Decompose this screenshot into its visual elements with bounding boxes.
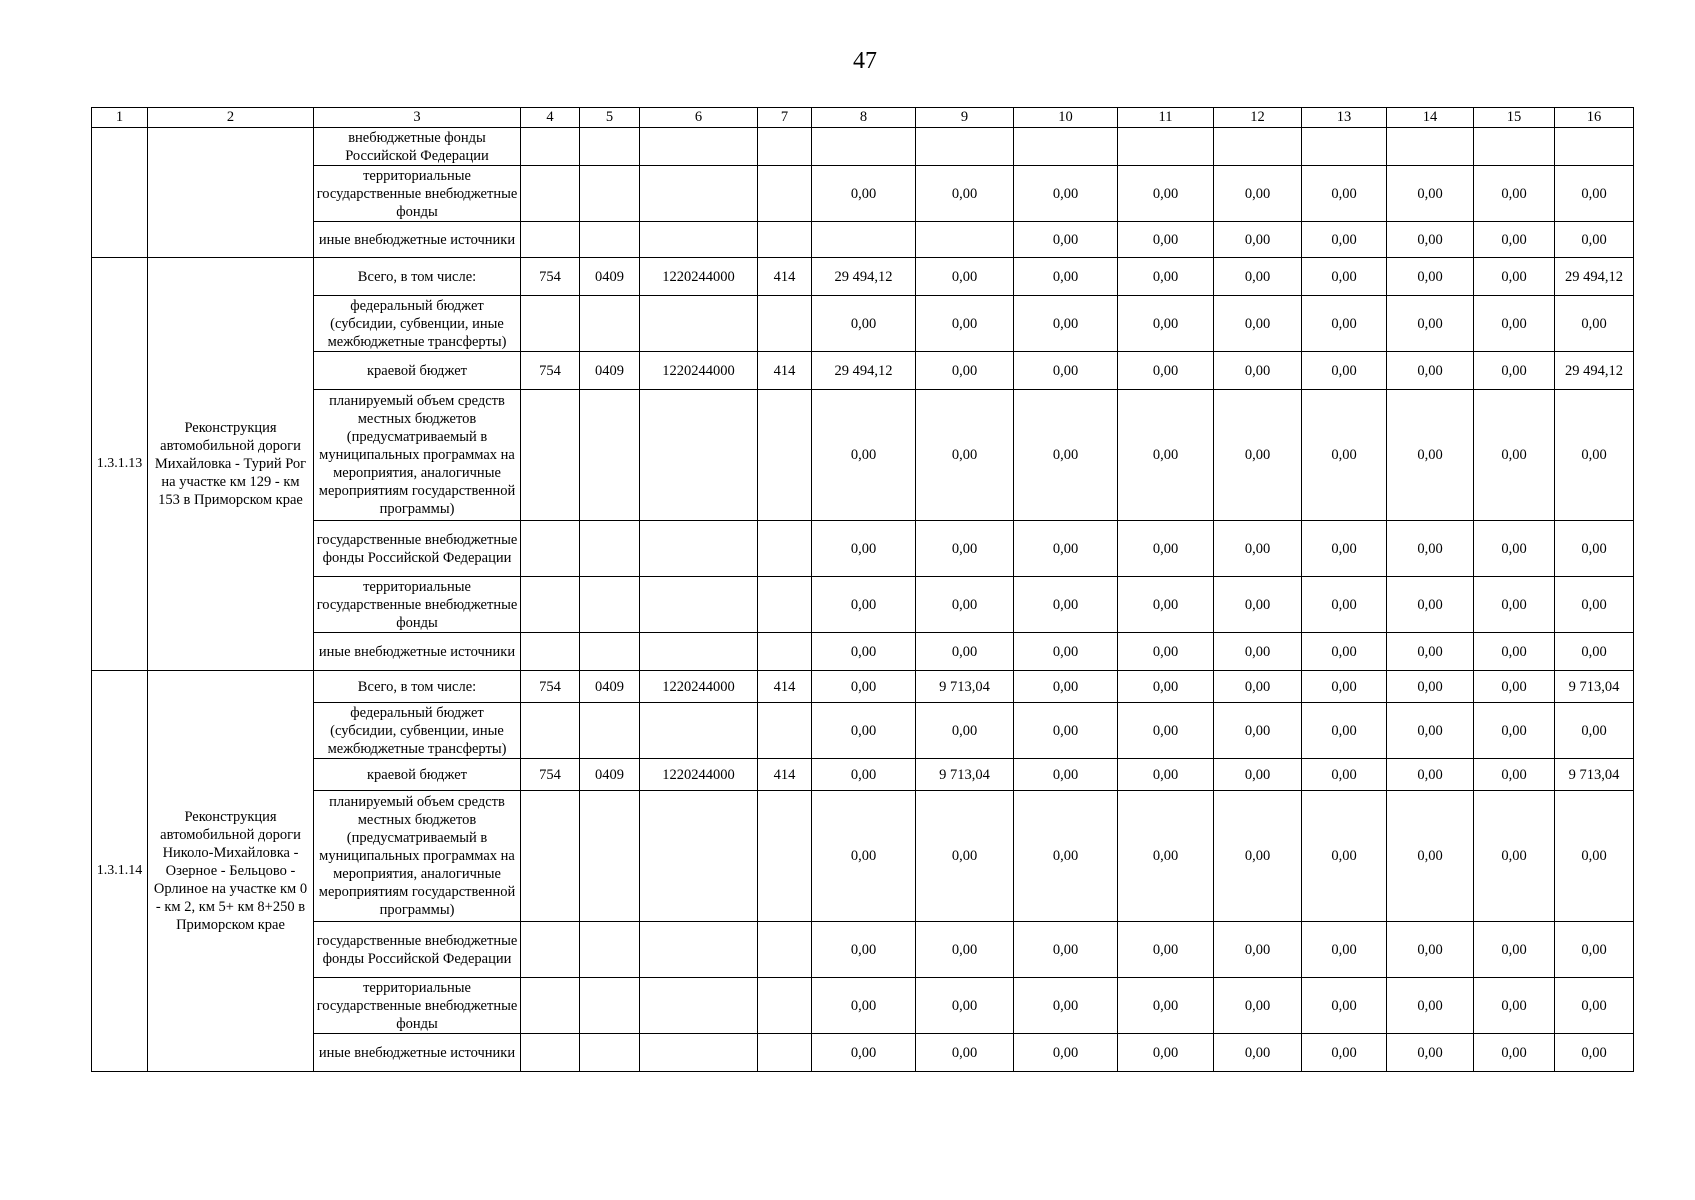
table-cell: 0,00 <box>1014 922 1118 978</box>
table-row <box>92 671 1634 703</box>
table-cell: 414 <box>758 258 812 296</box>
table-cell: 0,00 <box>1214 791 1302 922</box>
table-cell: 0,00 <box>1302 258 1387 296</box>
table-cell: 0,00 <box>1214 703 1302 759</box>
table-cell: 0,00 <box>1555 577 1634 633</box>
table-cell: 0,00 <box>1214 978 1302 1034</box>
table-cell: 9 713,04 <box>1555 671 1634 703</box>
table-cell: 414 <box>758 352 812 390</box>
table-cell <box>1302 128 1387 166</box>
table-cell <box>521 577 580 633</box>
table-cell <box>580 791 640 922</box>
table-cell: 0,00 <box>1555 922 1634 978</box>
table-cell: 0,00 <box>916 390 1014 521</box>
table-cell: 0,00 <box>1014 978 1118 1034</box>
funding-source: иные внебюджетные источники <box>314 1034 521 1072</box>
table-cell: 0,00 <box>916 166 1014 222</box>
table-cell: 0,00 <box>1302 922 1387 978</box>
table-cell: 0409 <box>580 671 640 703</box>
table-cell: 414 <box>758 759 812 791</box>
table-cell: 0,00 <box>1555 703 1634 759</box>
table-cell <box>640 978 758 1034</box>
table-cell <box>640 296 758 352</box>
table-cell: 0,00 <box>1555 1034 1634 1072</box>
table-cell <box>580 166 640 222</box>
table-cell <box>758 978 812 1034</box>
table-cell: 0,00 <box>1214 258 1302 296</box>
table-cell: 0,00 <box>1118 258 1214 296</box>
column-header: 15 <box>1474 108 1555 128</box>
funding-source: федеральный бюджет (субсидии, субвенции, иные межбюджетные трансферты) <box>314 296 521 352</box>
table-cell: 0,00 <box>1387 390 1474 521</box>
table-row <box>92 791 1634 922</box>
table-cell <box>758 633 812 671</box>
table-cell: 0,00 <box>1474 922 1555 978</box>
table-cell: 0,00 <box>1474 390 1555 521</box>
table-row <box>92 1034 1634 1072</box>
table-cell: 0,00 <box>1014 577 1118 633</box>
table-cell <box>580 390 640 521</box>
table-cell: 0,00 <box>1302 1034 1387 1072</box>
table-cell: 0,00 <box>1014 1034 1118 1072</box>
table-cell: 0,00 <box>1214 577 1302 633</box>
table-cell <box>521 703 580 759</box>
table-cell: 0,00 <box>1214 222 1302 258</box>
table-cell: 0,00 <box>1118 791 1214 922</box>
table-cell <box>1474 128 1555 166</box>
table-cell: 0,00 <box>1302 577 1387 633</box>
column-header: 13 <box>1302 108 1387 128</box>
table-cell <box>812 128 916 166</box>
table-cell: 0,00 <box>1302 390 1387 521</box>
table-cell: 0,00 <box>1474 222 1555 258</box>
table-cell: 0,00 <box>1387 1034 1474 1072</box>
table-cell: 0,00 <box>1118 166 1214 222</box>
table-cell: 0,00 <box>1387 166 1474 222</box>
table-cell: 0,00 <box>1214 521 1302 577</box>
table-cell: 0,00 <box>916 978 1014 1034</box>
funding-source: территориальные государственные внебюджетные фонды <box>314 166 521 222</box>
table-cell: 0,00 <box>1387 922 1474 978</box>
table-cell: 754 <box>521 759 580 791</box>
table-cell: 0,00 <box>1302 352 1387 390</box>
table-cell: 0,00 <box>1302 296 1387 352</box>
funding-source: иные внебюджетные источники <box>314 222 521 258</box>
table-row <box>92 633 1634 671</box>
table-cell: 0,00 <box>1302 791 1387 922</box>
table-cell: 0,00 <box>812 633 916 671</box>
table-cell: 0,00 <box>1118 671 1214 703</box>
table-cell: 0,00 <box>812 978 916 1034</box>
table-cell: 0,00 <box>1214 671 1302 703</box>
table-cell: 29 494,12 <box>812 258 916 296</box>
table-cell: 0,00 <box>1118 521 1214 577</box>
table-cell: 0,00 <box>1474 633 1555 671</box>
column-number-row <box>92 108 1634 128</box>
table-cell: 0,00 <box>1214 390 1302 521</box>
table-cell <box>580 978 640 1034</box>
table-cell: 0,00 <box>1014 258 1118 296</box>
table-cell <box>758 222 812 258</box>
table-cell: 0,00 <box>1555 521 1634 577</box>
table-row <box>92 978 1634 1034</box>
column-header: 7 <box>758 108 812 128</box>
table-cell: 0,00 <box>812 759 916 791</box>
table-cell <box>640 922 758 978</box>
table-cell: 0,00 <box>812 296 916 352</box>
table-cell <box>758 521 812 577</box>
table-cell <box>640 1034 758 1072</box>
table-cell: 0,00 <box>1302 671 1387 703</box>
column-header: 6 <box>640 108 758 128</box>
table-cell: 754 <box>521 671 580 703</box>
table-cell: 0,00 <box>1014 759 1118 791</box>
table-cell: 0,00 <box>812 671 916 703</box>
column-header: 8 <box>812 108 916 128</box>
table-row <box>92 390 1634 521</box>
table-row <box>92 166 1634 222</box>
table-cell: 0,00 <box>1118 759 1214 791</box>
table-cell <box>521 922 580 978</box>
table-cell: 0,00 <box>1474 577 1555 633</box>
table-cell: 0,00 <box>812 1034 916 1072</box>
table-cell: 0,00 <box>1118 978 1214 1034</box>
table-cell: 9 713,04 <box>916 671 1014 703</box>
table-cell <box>580 222 640 258</box>
table-cell: 0,00 <box>916 633 1014 671</box>
table-cell: 0,00 <box>1555 633 1634 671</box>
table-cell <box>1387 128 1474 166</box>
table-row <box>92 296 1634 352</box>
table-cell <box>758 1034 812 1072</box>
funding-source: планируемый объем средств местных бюджетов (предусматриваемый в муниципальных программах на мероприятия, аналогичные мероприятиям государственной программы) <box>314 791 521 922</box>
funding-source: государственные внебюджетные фонды Российской Федерации <box>314 922 521 978</box>
table-cell: 29 494,12 <box>812 352 916 390</box>
table-cell: 0,00 <box>916 791 1014 922</box>
table-cell <box>812 222 916 258</box>
activity-name: Реконструкция автомобильной дороги Николо-Михайловка - Озерное - Бельцово - Орлиное на участке км 0 - км 2, км 5+ км 8+250 в Приморском крае <box>148 671 314 1072</box>
table-cell: 0,00 <box>1474 166 1555 222</box>
funding-source: внебюджетные фонды Российской Федерации <box>314 128 521 166</box>
table-cell: 0,00 <box>1014 352 1118 390</box>
table-cell <box>580 296 640 352</box>
funding-source: Всего, в том числе: <box>314 258 521 296</box>
table-cell: 0,00 <box>1555 390 1634 521</box>
table-cell <box>640 577 758 633</box>
table-cell: 754 <box>521 352 580 390</box>
table-row <box>92 922 1634 978</box>
table-cell: 0,00 <box>812 166 916 222</box>
table-cell: 0,00 <box>1474 671 1555 703</box>
table-cell: 29 494,12 <box>1555 258 1634 296</box>
table-cell: 0,00 <box>1214 922 1302 978</box>
table-cell <box>758 703 812 759</box>
column-header: 14 <box>1387 108 1474 128</box>
column-header: 5 <box>580 108 640 128</box>
table-cell: 0,00 <box>916 521 1014 577</box>
table-cell <box>758 390 812 521</box>
table-cell <box>521 390 580 521</box>
table-cell: 0,00 <box>1302 633 1387 671</box>
table-cell: 0,00 <box>1214 296 1302 352</box>
table-row <box>92 577 1634 633</box>
table-cell: 0,00 <box>1474 791 1555 922</box>
table-cell <box>521 978 580 1034</box>
table-cell: 0,00 <box>1118 633 1214 671</box>
table-cell: 0,00 <box>1302 166 1387 222</box>
table-cell <box>580 521 640 577</box>
table-cell: 0,00 <box>1387 671 1474 703</box>
table-cell <box>758 791 812 922</box>
table-row <box>92 258 1634 296</box>
table-cell: 0,00 <box>1014 791 1118 922</box>
table-cell <box>521 633 580 671</box>
table-cell <box>758 577 812 633</box>
table-cell: 0,00 <box>1014 671 1118 703</box>
table-cell: 29 494,12 <box>1555 352 1634 390</box>
table-cell: 0,00 <box>1387 296 1474 352</box>
table-cell <box>521 128 580 166</box>
table-cell: 0,00 <box>1014 703 1118 759</box>
table-cell: 0,00 <box>1387 521 1474 577</box>
funding-source: иные внебюджетные источники <box>314 633 521 671</box>
table-cell: 0,00 <box>1214 352 1302 390</box>
funding-source: Всего, в том числе: <box>314 671 521 703</box>
table-cell: 0,00 <box>1555 296 1634 352</box>
table-cell: 0,00 <box>1474 258 1555 296</box>
table-cell: 0,00 <box>916 703 1014 759</box>
table-cell <box>1014 128 1118 166</box>
table-row <box>92 759 1634 791</box>
table-cell: 0409 <box>580 258 640 296</box>
table-cell: 0,00 <box>1474 521 1555 577</box>
table-cell: 0,00 <box>916 577 1014 633</box>
table-cell <box>580 633 640 671</box>
table-cell: 0,00 <box>1474 703 1555 759</box>
table-cell: 0,00 <box>1555 166 1634 222</box>
table-cell <box>640 791 758 922</box>
table-cell: 0,00 <box>1302 703 1387 759</box>
table-cell: 0409 <box>580 759 640 791</box>
table-cell: 9 713,04 <box>916 759 1014 791</box>
table-cell: 0,00 <box>812 703 916 759</box>
table-cell: 0,00 <box>1302 222 1387 258</box>
funding-source: территориальные государственные внебюджетные фонды <box>314 577 521 633</box>
table-cell <box>916 222 1014 258</box>
table-cell: 0,00 <box>1387 222 1474 258</box>
table-cell <box>758 128 812 166</box>
table-cell: 0,00 <box>1118 390 1214 521</box>
table-cell <box>580 577 640 633</box>
column-header: 16 <box>1555 108 1634 128</box>
table-cell: 754 <box>521 258 580 296</box>
activity-name <box>148 128 314 258</box>
table-cell <box>521 1034 580 1072</box>
table-cell: 0,00 <box>812 521 916 577</box>
table-cell <box>758 922 812 978</box>
table-cell: 0,00 <box>1014 166 1118 222</box>
table-cell: 0,00 <box>1302 759 1387 791</box>
table-cell: 0,00 <box>1118 222 1214 258</box>
table-cell: 0,00 <box>1214 1034 1302 1072</box>
column-header: 3 <box>314 108 521 128</box>
table-cell <box>580 1034 640 1072</box>
table-cell: 0,00 <box>1118 1034 1214 1072</box>
table-row <box>92 222 1634 258</box>
table-cell <box>640 390 758 521</box>
column-header: 12 <box>1214 108 1302 128</box>
table-row <box>92 521 1634 577</box>
table-cell: 0,00 <box>1474 296 1555 352</box>
table-cell: 414 <box>758 671 812 703</box>
table-cell: 1220244000 <box>640 352 758 390</box>
table-cell <box>521 166 580 222</box>
activity-code: 1.3.1.13 <box>92 258 148 671</box>
funding-source: федеральный бюджет (субсидии, субвенции, иные межбюджетные трансферты) <box>314 703 521 759</box>
table-cell: 0,00 <box>1474 759 1555 791</box>
table-cell <box>916 128 1014 166</box>
table-cell <box>640 128 758 166</box>
activity-name: Реконструкция автомобильной дороги Михайловка - Турий Рог на участке км 129 - км 153 в Приморском крае <box>148 258 314 671</box>
table-cell: 9 713,04 <box>1555 759 1634 791</box>
table-cell: 0,00 <box>916 1034 1014 1072</box>
table-cell: 0,00 <box>916 922 1014 978</box>
activity-code: 1.3.1.14 <box>92 671 148 1072</box>
table-cell <box>521 521 580 577</box>
table-cell: 1220244000 <box>640 671 758 703</box>
budget-table <box>91 107 1634 1072</box>
table-cell: 0,00 <box>1474 352 1555 390</box>
table-cell: 0,00 <box>1387 978 1474 1034</box>
table-cell <box>521 791 580 922</box>
funding-source: территориальные государственные внебюджетные фонды <box>314 978 521 1034</box>
table-cell: 0,00 <box>812 922 916 978</box>
table-cell: 0409 <box>580 352 640 390</box>
table-cell: 0,00 <box>1387 577 1474 633</box>
table-cell: 0,00 <box>1014 222 1118 258</box>
table-cell: 0,00 <box>1474 978 1555 1034</box>
table-row <box>92 703 1634 759</box>
table-cell <box>640 703 758 759</box>
table-cell: 0,00 <box>1387 759 1474 791</box>
table-cell <box>580 703 640 759</box>
table-cell <box>1555 128 1634 166</box>
table-cell <box>640 166 758 222</box>
table-cell: 0,00 <box>812 390 916 521</box>
table-cell: 0,00 <box>1118 577 1214 633</box>
table-cell: 0,00 <box>1387 633 1474 671</box>
table-cell: 1220244000 <box>640 258 758 296</box>
column-header: 1 <box>92 108 148 128</box>
table-cell: 0,00 <box>916 352 1014 390</box>
table-cell: 0,00 <box>812 791 916 922</box>
table-cell: 0,00 <box>812 577 916 633</box>
table-cell: 0,00 <box>1302 521 1387 577</box>
table-cell: 0,00 <box>1474 1034 1555 1072</box>
table-cell: 0,00 <box>916 296 1014 352</box>
table-row <box>92 352 1634 390</box>
table-cell <box>640 521 758 577</box>
table-cell <box>1214 128 1302 166</box>
table-cell <box>758 166 812 222</box>
table-cell: 0,00 <box>1387 791 1474 922</box>
table-cell <box>521 222 580 258</box>
table-cell: 0,00 <box>1014 521 1118 577</box>
column-header: 11 <box>1118 108 1214 128</box>
table-cell <box>640 222 758 258</box>
table-cell: 0,00 <box>1387 352 1474 390</box>
column-header: 10 <box>1014 108 1118 128</box>
table-cell: 0,00 <box>1555 978 1634 1034</box>
activity-code <box>92 128 148 258</box>
table-cell: 0,00 <box>1118 922 1214 978</box>
table-cell: 0,00 <box>1014 390 1118 521</box>
funding-source: планируемый объем средств местных бюджетов (предусматриваемый в муниципальных программах на мероприятия, аналогичные мероприятиям государственной программы) <box>314 390 521 521</box>
table-cell: 0,00 <box>1214 633 1302 671</box>
table-cell <box>758 296 812 352</box>
column-header: 2 <box>148 108 314 128</box>
page-number: 47 <box>853 48 877 74</box>
table-cell: 0,00 <box>1555 222 1634 258</box>
table-cell <box>640 633 758 671</box>
table-cell <box>521 296 580 352</box>
table-row <box>92 128 1634 166</box>
table-cell <box>1118 128 1214 166</box>
table-cell: 0,00 <box>1214 759 1302 791</box>
column-header: 9 <box>916 108 1014 128</box>
funding-source: государственные внебюджетные фонды Российской Федерации <box>314 521 521 577</box>
table-cell: 0,00 <box>1302 978 1387 1034</box>
table-body <box>92 128 1634 1072</box>
column-header: 4 <box>521 108 580 128</box>
table-cell: 1220244000 <box>640 759 758 791</box>
table-cell: 0,00 <box>916 258 1014 296</box>
funding-source: краевой бюджет <box>314 759 521 791</box>
table-cell: 0,00 <box>1118 352 1214 390</box>
table-cell: 0,00 <box>1118 703 1214 759</box>
table-cell <box>580 922 640 978</box>
table-cell: 0,00 <box>1387 703 1474 759</box>
table-cell: 0,00 <box>1387 258 1474 296</box>
table-cell: 0,00 <box>1118 296 1214 352</box>
table-cell <box>580 128 640 166</box>
table-cell: 0,00 <box>1555 791 1634 922</box>
funding-source: краевой бюджет <box>314 352 521 390</box>
table-cell: 0,00 <box>1214 166 1302 222</box>
table-cell: 0,00 <box>1014 296 1118 352</box>
table-cell: 0,00 <box>1014 633 1118 671</box>
